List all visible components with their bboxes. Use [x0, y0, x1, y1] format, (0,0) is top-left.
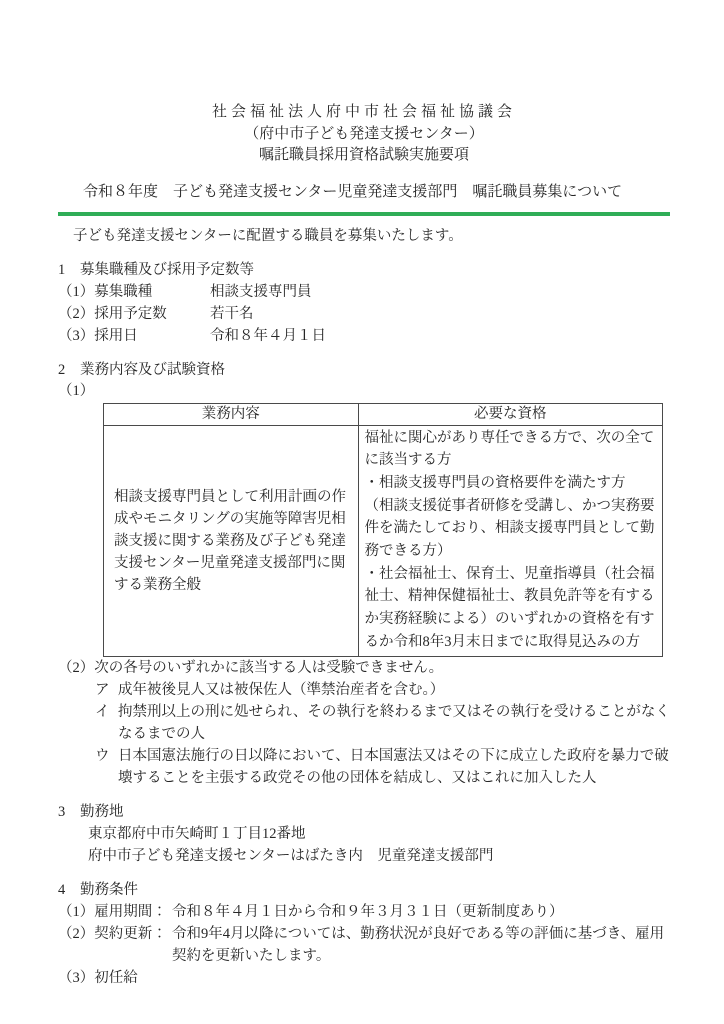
- exclusion-text-a: 成年被後見人又は被保佐人（準禁治産者を含む。）: [118, 681, 445, 698]
- exclusion-label: （2）: [58, 659, 95, 676]
- planned-hires-value: 若干名: [210, 305, 254, 322]
- table-body-row: [104, 425, 663, 656]
- recruit-type-label: （1）募集職種: [58, 283, 153, 300]
- exclusion-marker-u: ウ: [95, 747, 110, 764]
- planned-hires-label: （2）採用予定数: [58, 305, 167, 322]
- exclusion-text-u: 日本国憲法施行の日以降において、日本国憲法又はその下に成立した政府を暴力で破壊することを主張する政党その他の団体を結成し、又はこれに加入した人: [118, 747, 669, 786]
- employment-period-text: 令和８年４月１日から令和９年３月３１日（更新制度あり）: [172, 903, 564, 920]
- planned-hires-row: [58, 303, 670, 325]
- duties-qualifications-table: [103, 403, 663, 657]
- recruit-type-value: 相談支援専門員: [210, 283, 312, 300]
- organization-name: 社会福祉法人府中市社会福祉協議会: [211, 104, 516, 120]
- qualification-line: 福祉に関心があり専任できる方で、次の全てに該当する方: [364, 429, 655, 469]
- section3-title: [58, 801, 670, 823]
- hire-date-label: （3）採用日: [58, 327, 138, 344]
- section2-heading: 業務内容及び試験資格: [80, 361, 225, 378]
- section2-title: [58, 359, 670, 381]
- worksite-facility-line: 府中市子ども発達支援センターはばたき内 児童発達支援部門: [88, 847, 494, 864]
- section1-heading: 募集職種及び採用予定数等: [80, 261, 254, 278]
- hire-date-value: 令和８年４月１日: [210, 327, 326, 344]
- exclusion-text-i: 拘禁刑以上の刑に処せられ、その執行を終わるまで又はその執行を受けることがなくなるまでの人: [118, 703, 670, 742]
- document-title: 嘱託職員採用資格試験実施要項: [258, 147, 469, 163]
- hire-date-row: [58, 325, 670, 347]
- exclusion-item-a: [58, 679, 670, 701]
- exclusion-marker-i: イ: [95, 703, 110, 720]
- duties-cell: 相談支援専門員として利用計画の作成やモニタリングの実施等障害児相談支援に関する業務及び子ども発達支援センター児童発達支援部門に関する業務全般: [104, 425, 359, 656]
- section1-title: [58, 259, 670, 281]
- duties-column-header: 業務内容: [104, 403, 359, 425]
- qualification-line: （相談支援従事者研修を受講し、かつ実務要件を満たしており、相談支援専門員として勤務できる方）: [364, 497, 655, 560]
- section3-number: 3: [58, 803, 66, 820]
- exclusion-intro: [58, 657, 670, 679]
- exclusion-marker-a: ア: [95, 681, 110, 698]
- subject-heading: 令和８年度 子ども発達支援センター児童発達支援部門 嘱託職員募集について: [83, 183, 623, 200]
- exclusion-item-i: [58, 701, 670, 745]
- exclusion-item-u: [58, 745, 670, 789]
- section2-number: 2: [58, 361, 66, 378]
- contract-renewal-row: [58, 923, 670, 967]
- intro-paragraph: 子ども発達支援センターに配置する職員を募集いたします。: [73, 227, 463, 244]
- qualifications-cell: [358, 425, 662, 656]
- starting-salary-label: （3）初任給: [58, 969, 138, 986]
- starting-salary-text: [172, 967, 670, 989]
- section4-heading: 勤務条件: [80, 881, 138, 898]
- green-divider-rule: [58, 212, 670, 216]
- employment-period-label: （1）雇用期間：: [58, 903, 167, 920]
- section4-number: 4: [58, 881, 66, 898]
- employment-period-row: [58, 901, 670, 923]
- exclusion-text: 次の各号のいずれかに該当する人は受験できません。: [94, 659, 444, 676]
- table-header-row: [104, 403, 663, 425]
- document-header: [58, 102, 670, 167]
- section1-number: 1: [58, 261, 66, 278]
- section2-sub1-label: （1）: [58, 382, 95, 399]
- worksite-address-block: [58, 823, 670, 867]
- section3-heading: 勤務地: [80, 803, 124, 820]
- contract-renewal-text: 令和9年4月以降については、勤務状況が良好である等の評価に基づき、雇用契約を更新いたします。: [172, 925, 665, 964]
- contract-renewal-label: （2）契約更新：: [58, 925, 167, 942]
- qualifications-column-header: 必要な資格: [358, 403, 662, 425]
- starting-salary-row: [58, 967, 670, 989]
- qualification-line: ・相談支援専門員の資格要件を満たす方: [364, 474, 626, 491]
- section4-title: [58, 879, 670, 901]
- qualification-line: ・社会福祉士、保育士、児童指導員（社会福祉士、精神保健福祉士、教員免許等を有するか実務経験による）のいずれかの資格を有するか令和8年3月末日までに取得見込みの方: [364, 565, 655, 650]
- organization-subname: （府中市子ども発達支援センター）: [244, 125, 484, 142]
- recruit-type-row: [58, 281, 670, 303]
- worksite-address-line: 東京都府中市矢崎町１丁目12番地: [88, 825, 306, 842]
